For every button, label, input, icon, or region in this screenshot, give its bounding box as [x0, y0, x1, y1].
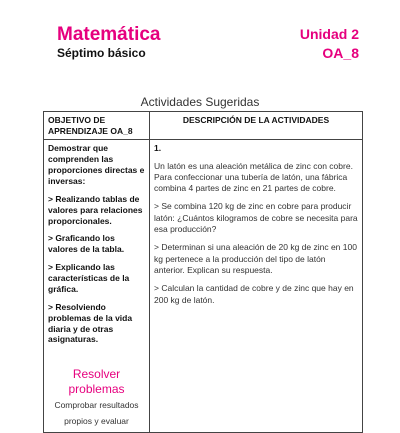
description-cell	[150, 140, 363, 433]
activity-number: 1.	[154, 143, 162, 154]
table-header-row	[44, 112, 363, 140]
activity-item: > Determinan si una aleación de 20 kg de zinc en 100 kg pertenece a la producción del tipo de latón anterior. Explican su respuesta.	[154, 242, 357, 275]
resolver-title-line2: problemas	[68, 381, 125, 396]
activity-item: > Se combina 120 kg de zinc en cobre para producir latón: ¿Cuántos kilogramos de cobre se necesita para esa producción?	[154, 201, 358, 235]
subject-title: Matemática	[57, 24, 161, 45]
activity-item: > Calculan la cantidad de cobre y de zinc que hay en 200 kg de latón.	[154, 283, 354, 305]
objective-cell	[44, 140, 150, 433]
resolver-title-line1: Resolver	[72, 367, 121, 382]
description-column-header: DESCRIPCIÓN DE LA ACTIVIDADES	[150, 112, 363, 140]
objective-column-header: OBJETIVO DE APRENDIZAJE OA_8	[44, 112, 150, 140]
resolver-desc-line2: propios y evaluar	[64, 415, 129, 426]
unit-label: Unidad 2	[299, 26, 359, 42]
resolver-desc-line1: Comprobar resultados	[54, 400, 139, 411]
table-row	[44, 140, 363, 433]
objective-item: > Explicando las características de la gráfica.	[48, 262, 130, 294]
page-header	[0, 0, 400, 70]
objective-item: > Realizando tablas de valores para relaciones proporcionales.	[48, 193, 143, 226]
resolver-block	[48, 367, 145, 427]
activity-intro: Un latón es una aleación metálica de zinc con cobre. Para confeccionar una tubería de latón, una fábrica combina 4 partes de zinc en 21 partes de cobre.	[154, 160, 353, 194]
oa-label: OA_8	[322, 45, 359, 61]
objective-intro: Demostrar que comprenden las proporciones directas e inversas:	[48, 143, 145, 186]
section-title: Actividades Sugeridas	[140, 95, 260, 109]
activities-table	[43, 111, 363, 433]
grade-label: Séptimo básico	[57, 46, 146, 60]
objective-item: > Graficando los valores de la tabla.	[48, 233, 125, 255]
objective-item: > Resolviendo problemas de la vida diaria y de otras asignaturas.	[48, 301, 133, 345]
